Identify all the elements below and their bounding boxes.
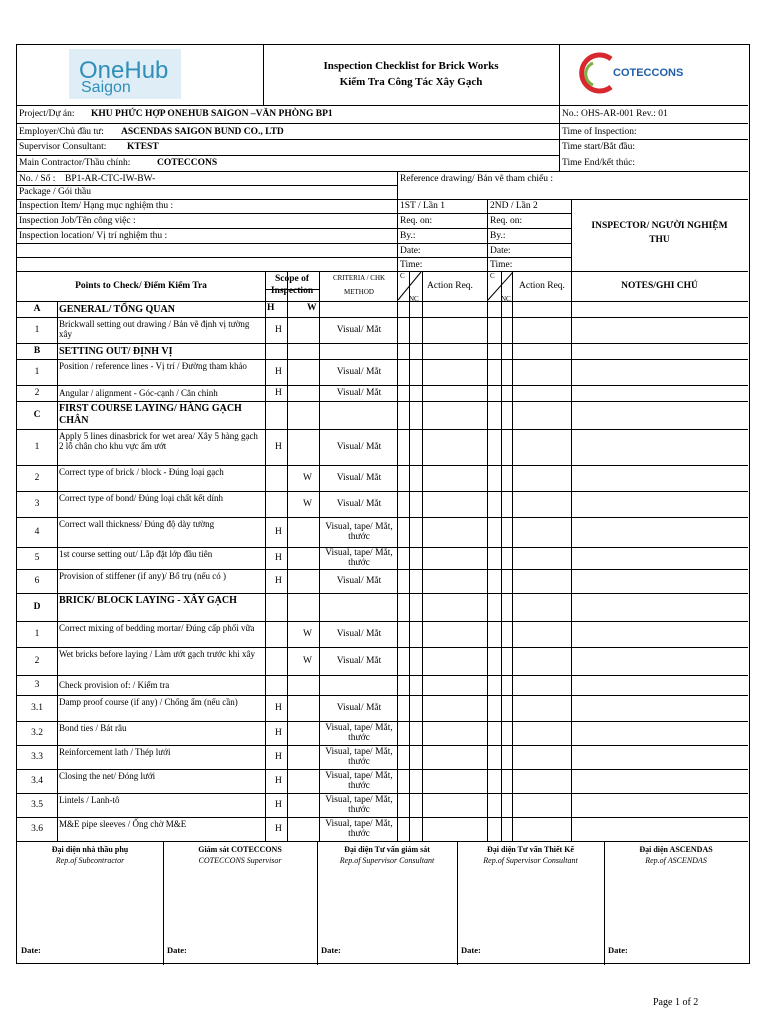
by-1: By.: — [400, 231, 416, 241]
row-w: W — [303, 629, 312, 639]
table-row — [17, 491, 748, 517]
second-time: 2ND / Lần 2 — [490, 201, 538, 211]
onehub-logo — [69, 49, 181, 99]
signature-box[interactable] — [604, 841, 748, 963]
table-row — [17, 793, 748, 817]
row-number: 3.6 — [31, 824, 43, 834]
row-method: Visual/ Mắt — [336, 499, 382, 509]
row-text: SETTING OUT/ ĐỊNH VỊ — [59, 346, 173, 357]
col-c-2: C — [490, 272, 495, 280]
signature-title: Đại diện nhà thầu phụ — [51, 845, 129, 854]
row-h: H — [275, 800, 282, 810]
row-text: Angular / alignment - Góc-cạnh / Căn chỉnh — [59, 388, 218, 398]
row-method: Visual, tape/ Mắt, thước — [325, 795, 393, 815]
no-label: No. / Số : — [19, 174, 56, 184]
req-on-2: Req. on: — [490, 216, 523, 226]
col-notes: NOTES/GHI CHÚ — [621, 281, 698, 291]
row-method: Visual, tape/ Mắt, thước — [325, 771, 393, 791]
signature-box[interactable] — [457, 841, 604, 963]
signature-title: Đại diện ASCENDAS — [639, 845, 713, 854]
no-value: BP1-AR-CTC-IW-BW- — [65, 174, 156, 184]
row-number: 3.2 — [31, 728, 43, 738]
row-method: Visual/ Mắt — [336, 325, 382, 335]
col-w: W — [307, 303, 317, 313]
table-row — [17, 721, 748, 745]
col-criteria: CRITERIA / CHK METHOD — [332, 274, 386, 296]
checklist-sheet — [16, 44, 750, 964]
inspection-location: Inspection location/ Vị trí nghiệm thu : — [19, 231, 168, 241]
row-method: Visual/ Mắt — [336, 442, 382, 452]
row-method: Visual, tape/ Mắt, thước — [325, 522, 393, 542]
req-on-1: Req. on: — [400, 216, 433, 226]
signature-date: Date: — [21, 945, 41, 955]
signature-subtitle: COTECCONS Supervisor — [198, 856, 282, 865]
row-number: 3.1 — [31, 703, 43, 713]
row-method: Visual, tape/ Mắt, thước — [325, 819, 393, 839]
table-row — [17, 745, 748, 769]
inspector-line2: THU — [649, 235, 670, 245]
table-row — [17, 301, 748, 317]
supervisor-value: KTEST — [127, 142, 159, 152]
row-number: 6 — [34, 576, 40, 586]
project-value: KHU PHỨC HỢP ONEHUB SAIGON –VĂN PHÒNG BP1 — [91, 109, 333, 119]
employer-label: Employer/Chủ đầu tư: — [19, 127, 104, 137]
row-w: W — [303, 473, 312, 483]
signature-date: Date: — [167, 945, 187, 955]
row-number: 5 — [34, 553, 40, 563]
table-row — [17, 593, 748, 621]
date-1: Date: — [400, 246, 421, 256]
row-number: 1 — [34, 442, 40, 452]
row-number: B — [33, 346, 41, 356]
row-text: Reinforcement lath / Thép lưới — [59, 747, 171, 757]
row-h: H — [275, 325, 282, 335]
row-w: W — [303, 656, 312, 666]
scope-divider — [265, 289, 319, 290]
inspector-line1: INSPECTOR/ NGƯỜI NGHIỆM — [591, 221, 728, 231]
row-method: Visual/ Mắt — [336, 367, 382, 377]
row-number: 1 — [34, 629, 40, 639]
signature-subtitle: Rep.of Subcontractor — [55, 856, 125, 865]
signature-title: Đại diện Tư vấn Thiết Kế — [487, 845, 574, 854]
date-2: Date: — [490, 246, 511, 256]
time-start: Time start/Bắt đầu: — [562, 142, 636, 152]
signature-box[interactable] — [17, 841, 163, 963]
row-text: GENERAL/ TỔNG QUAN — [59, 304, 175, 315]
row-text: Bond ties / Bát râu — [59, 723, 127, 733]
signature-date: Date: — [608, 945, 628, 955]
row-text: Lintels / Lanh-tô — [59, 795, 120, 805]
employer-value: ASCENDAS SAIGON BUND CO., LTD — [121, 127, 284, 137]
supervisor-label: Supervisor Consultant: — [19, 142, 107, 152]
col-points: Points to Check/ Điểm Kiểm Tra — [75, 281, 207, 291]
signature-date: Date: — [321, 945, 341, 955]
onehub-logo-line2: Saigon — [81, 79, 131, 96]
table-row — [17, 359, 748, 385]
col-action-2: Action Req. — [519, 281, 565, 291]
signature-title: Đại diện Tư vấn giám sát — [344, 845, 430, 854]
row-text: Brickwall setting out drawing / Bản vẽ định vị tường xây — [59, 319, 250, 339]
row-h: H — [275, 752, 282, 762]
table-row — [17, 385, 748, 401]
table-row — [17, 343, 748, 359]
signature-subtitle: Rep.of Supervisor Consultant — [483, 856, 578, 865]
row-text: Check provision of: / Kiểm tra — [59, 680, 170, 690]
table-row — [17, 517, 748, 547]
time-of-inspection: Time of Inspection: — [562, 127, 637, 137]
row-number: 2 — [34, 656, 40, 666]
row-h: H — [275, 728, 282, 738]
title-vi: Kiểm Tra Công Tác Xây Gạch — [339, 76, 483, 88]
col-nc-1: NC — [409, 295, 419, 303]
row-method: Visual, tape/ Mắt, thước — [325, 747, 393, 767]
doc-number: No.: OHS-AR-001 Rev.: 01 — [562, 109, 668, 119]
row-text: Position / reference lines - Vị trí / Đường tham khảo — [59, 361, 247, 371]
row-number: C — [33, 410, 41, 420]
row-number: 3.4 — [31, 776, 43, 786]
row-number: 2 — [34, 388, 40, 398]
row-method: Visual/ Mắt — [336, 388, 382, 398]
table-row — [17, 465, 748, 491]
by-2: By.: — [490, 231, 506, 241]
table-row — [17, 647, 748, 675]
row-number: 3.3 — [31, 752, 43, 762]
row-number: 1 — [34, 325, 40, 335]
row-text: Provision of stiffener (if any)/ Bổ trụ (nếu có ) — [59, 571, 227, 581]
row-number: A — [33, 304, 41, 314]
row-h: H — [275, 442, 282, 452]
row-number: 4 — [34, 527, 40, 537]
page-number: Page 1 of 2 — [653, 997, 699, 1008]
row-text: Correct type of brick / block - Đúng loại gạch — [59, 467, 224, 477]
row-number: 2 — [34, 473, 40, 483]
contractor-label: Main Contractor/Thầu chính: — [19, 158, 131, 168]
inspection-item: Inspection Item/ Hạng mục nghiệm thu : — [19, 201, 174, 211]
signature-title: Giám sát COTECCONS — [198, 845, 282, 854]
table-row — [17, 547, 748, 569]
row-number: 1 — [34, 367, 40, 377]
row-text: 1st course setting out/ Lắp đặt lớp đầu tiên — [59, 549, 213, 559]
row-text: Correct wall thickness/ Đúng độ dày tường — [59, 519, 215, 529]
signature-box[interactable] — [317, 841, 457, 963]
first-time: 1ST / Lần 1 — [400, 201, 445, 211]
inspection-job: Inspection Job/Tên công việc : — [19, 216, 136, 226]
row-h: H — [275, 553, 282, 563]
table-row — [17, 401, 748, 429]
table-row — [17, 769, 748, 793]
onehub-logo-line1: OneHub — [79, 57, 169, 84]
package: Package / Gói thầu — [19, 187, 92, 197]
row-number: 3.5 — [31, 800, 43, 810]
row-text: Correct mixing of bedding mortar/ Đúng cấp phối vữa — [59, 623, 255, 633]
row-text: FIRST COURSE LAYING/ HÀNG GẠCH CHÂN — [59, 403, 242, 426]
signature-date: Date: — [461, 945, 481, 955]
col-c-1: C — [400, 272, 405, 280]
row-text: M&E pipe sleeves / Ống chờ M&E — [59, 819, 187, 829]
title-en: Inspection Checklist for Brick Works — [323, 60, 499, 72]
table-row — [17, 429, 748, 465]
row-method: Visual/ Mắt — [336, 703, 382, 713]
row-number: 3 — [34, 680, 40, 690]
coteccons-logo — [571, 51, 701, 95]
row-h: H — [275, 776, 282, 786]
row-number: D — [33, 602, 41, 612]
time-end: Time End/kết thúc: — [562, 158, 636, 168]
row-h: H — [275, 576, 282, 586]
row-text: Apply 5 lines dinasbrick for wet area/ Xây 5 hàng gạch 2 lỗ chân cho khu vực ẩm ướt — [59, 431, 258, 451]
row-method: Visual/ Mắt — [336, 656, 382, 666]
row-w: W — [303, 499, 312, 509]
time-2: Time: — [490, 260, 513, 270]
table-row — [17, 695, 748, 721]
row-h: H — [275, 824, 282, 834]
table-row — [17, 675, 748, 695]
table-row — [17, 317, 748, 343]
signature-subtitle: Rep.of ASCENDAS — [645, 856, 707, 865]
row-method: Visual, tape/ Mắt, thước — [325, 723, 393, 743]
row-method: Visual, tape/ Mắt, thước — [325, 548, 393, 568]
row-h: H — [275, 388, 282, 398]
signature-box[interactable] — [163, 841, 317, 963]
time-1: Time: — [400, 260, 423, 270]
row-number: 3 — [34, 499, 40, 509]
signature-subtitle: Rep.of Supervisor Consultant — [339, 856, 435, 865]
contractor-value: COTECCONS — [157, 158, 218, 168]
row-text: Damp proof course (if any) / Chống ẩm (nếu cần) — [59, 697, 238, 707]
row-text: Wet bricks before laying / Làm ướt gạch trước khi xây — [59, 649, 255, 659]
reference-drawing: Reference drawing/ Bản vẽ tham chiếu : — [400, 174, 553, 184]
table-row — [17, 817, 748, 841]
col-h: H — [267, 303, 275, 313]
table-row — [17, 569, 748, 593]
row-text: BRICK/ BLOCK LAYING - XÂY GẠCH — [59, 595, 237, 606]
row-method: Visual/ Mắt — [336, 629, 382, 639]
row-h: H — [275, 527, 282, 537]
col-action-1: Action Req. — [427, 281, 473, 291]
row-text: Correct type of bond/ Đúng loại chất kết dính — [59, 493, 223, 503]
col-nc-2: NC — [501, 295, 511, 303]
col-scope: Scope of Inspection — [270, 274, 314, 296]
row-method: Visual/ Mắt — [336, 576, 382, 586]
row-h: H — [275, 367, 282, 377]
coteccons-wordmark: COTECCONS — [613, 67, 684, 79]
project-label: Project/Dự án: — [19, 109, 75, 119]
row-h: H — [275, 703, 282, 713]
table-row — [17, 621, 748, 647]
row-text: Closing the net/ Đóng lưới — [59, 771, 156, 781]
row-method: Visual/ Mắt — [336, 473, 382, 483]
